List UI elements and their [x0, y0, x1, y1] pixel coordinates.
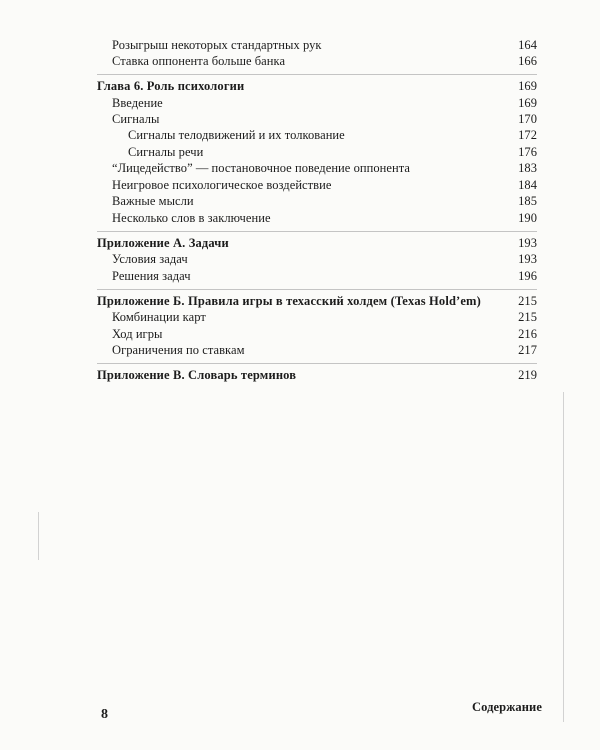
toc-chapter-entry[interactable] [0, 367, 600, 383]
toc-entry-page: 216 [518, 327, 537, 341]
toc-entry-title: Неигровое психологическое воздействие [112, 178, 332, 192]
page-edge-mark [563, 392, 564, 722]
toc-subentry[interactable] [0, 144, 600, 160]
section-divider [97, 231, 537, 232]
toc-entry-page: 183 [518, 161, 537, 175]
toc-entry[interactable] [0, 177, 600, 193]
section-divider [97, 289, 537, 290]
toc-entry-page: 172 [518, 128, 537, 142]
page-number: 8 [101, 707, 108, 722]
toc-entry-page: 217 [518, 343, 537, 357]
toc-entry-page: 196 [518, 269, 537, 283]
toc-subentry[interactable] [0, 127, 600, 143]
toc-entry-page: 185 [518, 194, 537, 208]
toc-entry-page: 215 [518, 294, 537, 308]
toc-entry-title: Несколько слов в заключение [112, 211, 271, 225]
toc-entry-title: Введение [112, 96, 163, 110]
toc-entry[interactable] [0, 342, 600, 358]
toc-entry-page: 169 [518, 96, 537, 110]
toc-entry-page: 193 [518, 236, 537, 250]
toc-entry-title: Приложение В. Словарь терминов [97, 368, 297, 382]
toc-entry-title: Комбинации карт [112, 310, 206, 324]
toc-entry-page: 184 [518, 178, 537, 192]
toc-entry-title: Сигналы телодвижений и их толкование [128, 128, 345, 142]
toc-entry[interactable] [0, 268, 600, 284]
toc-entry-title: Условия задач [112, 252, 188, 266]
toc-entry-title: Приложение А. Задачи [97, 236, 229, 250]
toc-entry-title: “Лицедейство” — постановочное поведение оппонента [112, 161, 410, 175]
toc-entry[interactable] [0, 309, 600, 325]
toc-entry-title: Решения задач [112, 269, 191, 283]
toc-chapter-entry[interactable] [0, 78, 600, 94]
toc-entry-title: Глава 6. Роль психологии [97, 79, 245, 93]
toc-entry-page: 219 [518, 368, 537, 382]
toc-entry-page: 215 [518, 310, 537, 324]
toc-entry-title: Ставка оппонента больше банка [112, 54, 286, 68]
toc-entry-title: Сигналы речи [128, 145, 204, 159]
toc-entry-page: 193 [518, 252, 537, 266]
toc-entry[interactable] [0, 160, 600, 176]
toc-entry-page: 164 [518, 38, 537, 52]
toc-chapter-entry[interactable] [0, 293, 600, 309]
section-divider [97, 74, 537, 75]
running-footer-title: Содержание [471, 700, 542, 714]
toc-entry-page: 166 [518, 54, 537, 68]
toc-entry[interactable] [0, 251, 600, 267]
toc-entry-page: 169 [518, 79, 537, 93]
toc-entry-title: Ход игры [112, 327, 163, 341]
toc-entry-page: 190 [518, 211, 537, 225]
toc-entry-title: Приложение Б. Правила игры в техасский холдем (Texas Hold’em) [97, 294, 481, 308]
section-divider [97, 363, 537, 364]
toc-entry[interactable] [0, 193, 600, 209]
toc-entry[interactable] [0, 210, 600, 226]
toc-entry[interactable] [0, 111, 600, 127]
toc-entry-title: Ограничения по ставкам [112, 343, 245, 357]
toc-entry-page: 176 [518, 145, 537, 159]
toc-chapter-entry[interactable] [0, 235, 600, 251]
toc-entry[interactable] [0, 53, 600, 69]
toc-entry[interactable] [0, 326, 600, 342]
toc-entry-title: Розыгрыш некоторых стандартных рук [112, 38, 322, 52]
toc-entry-title: Сигналы [112, 112, 160, 126]
toc-entry[interactable] [0, 95, 600, 111]
page-edge-mark [38, 512, 39, 560]
toc-entry-title: Важные мысли [112, 194, 194, 208]
toc-entry[interactable] [0, 37, 600, 53]
toc-entry-page: 170 [518, 112, 537, 126]
